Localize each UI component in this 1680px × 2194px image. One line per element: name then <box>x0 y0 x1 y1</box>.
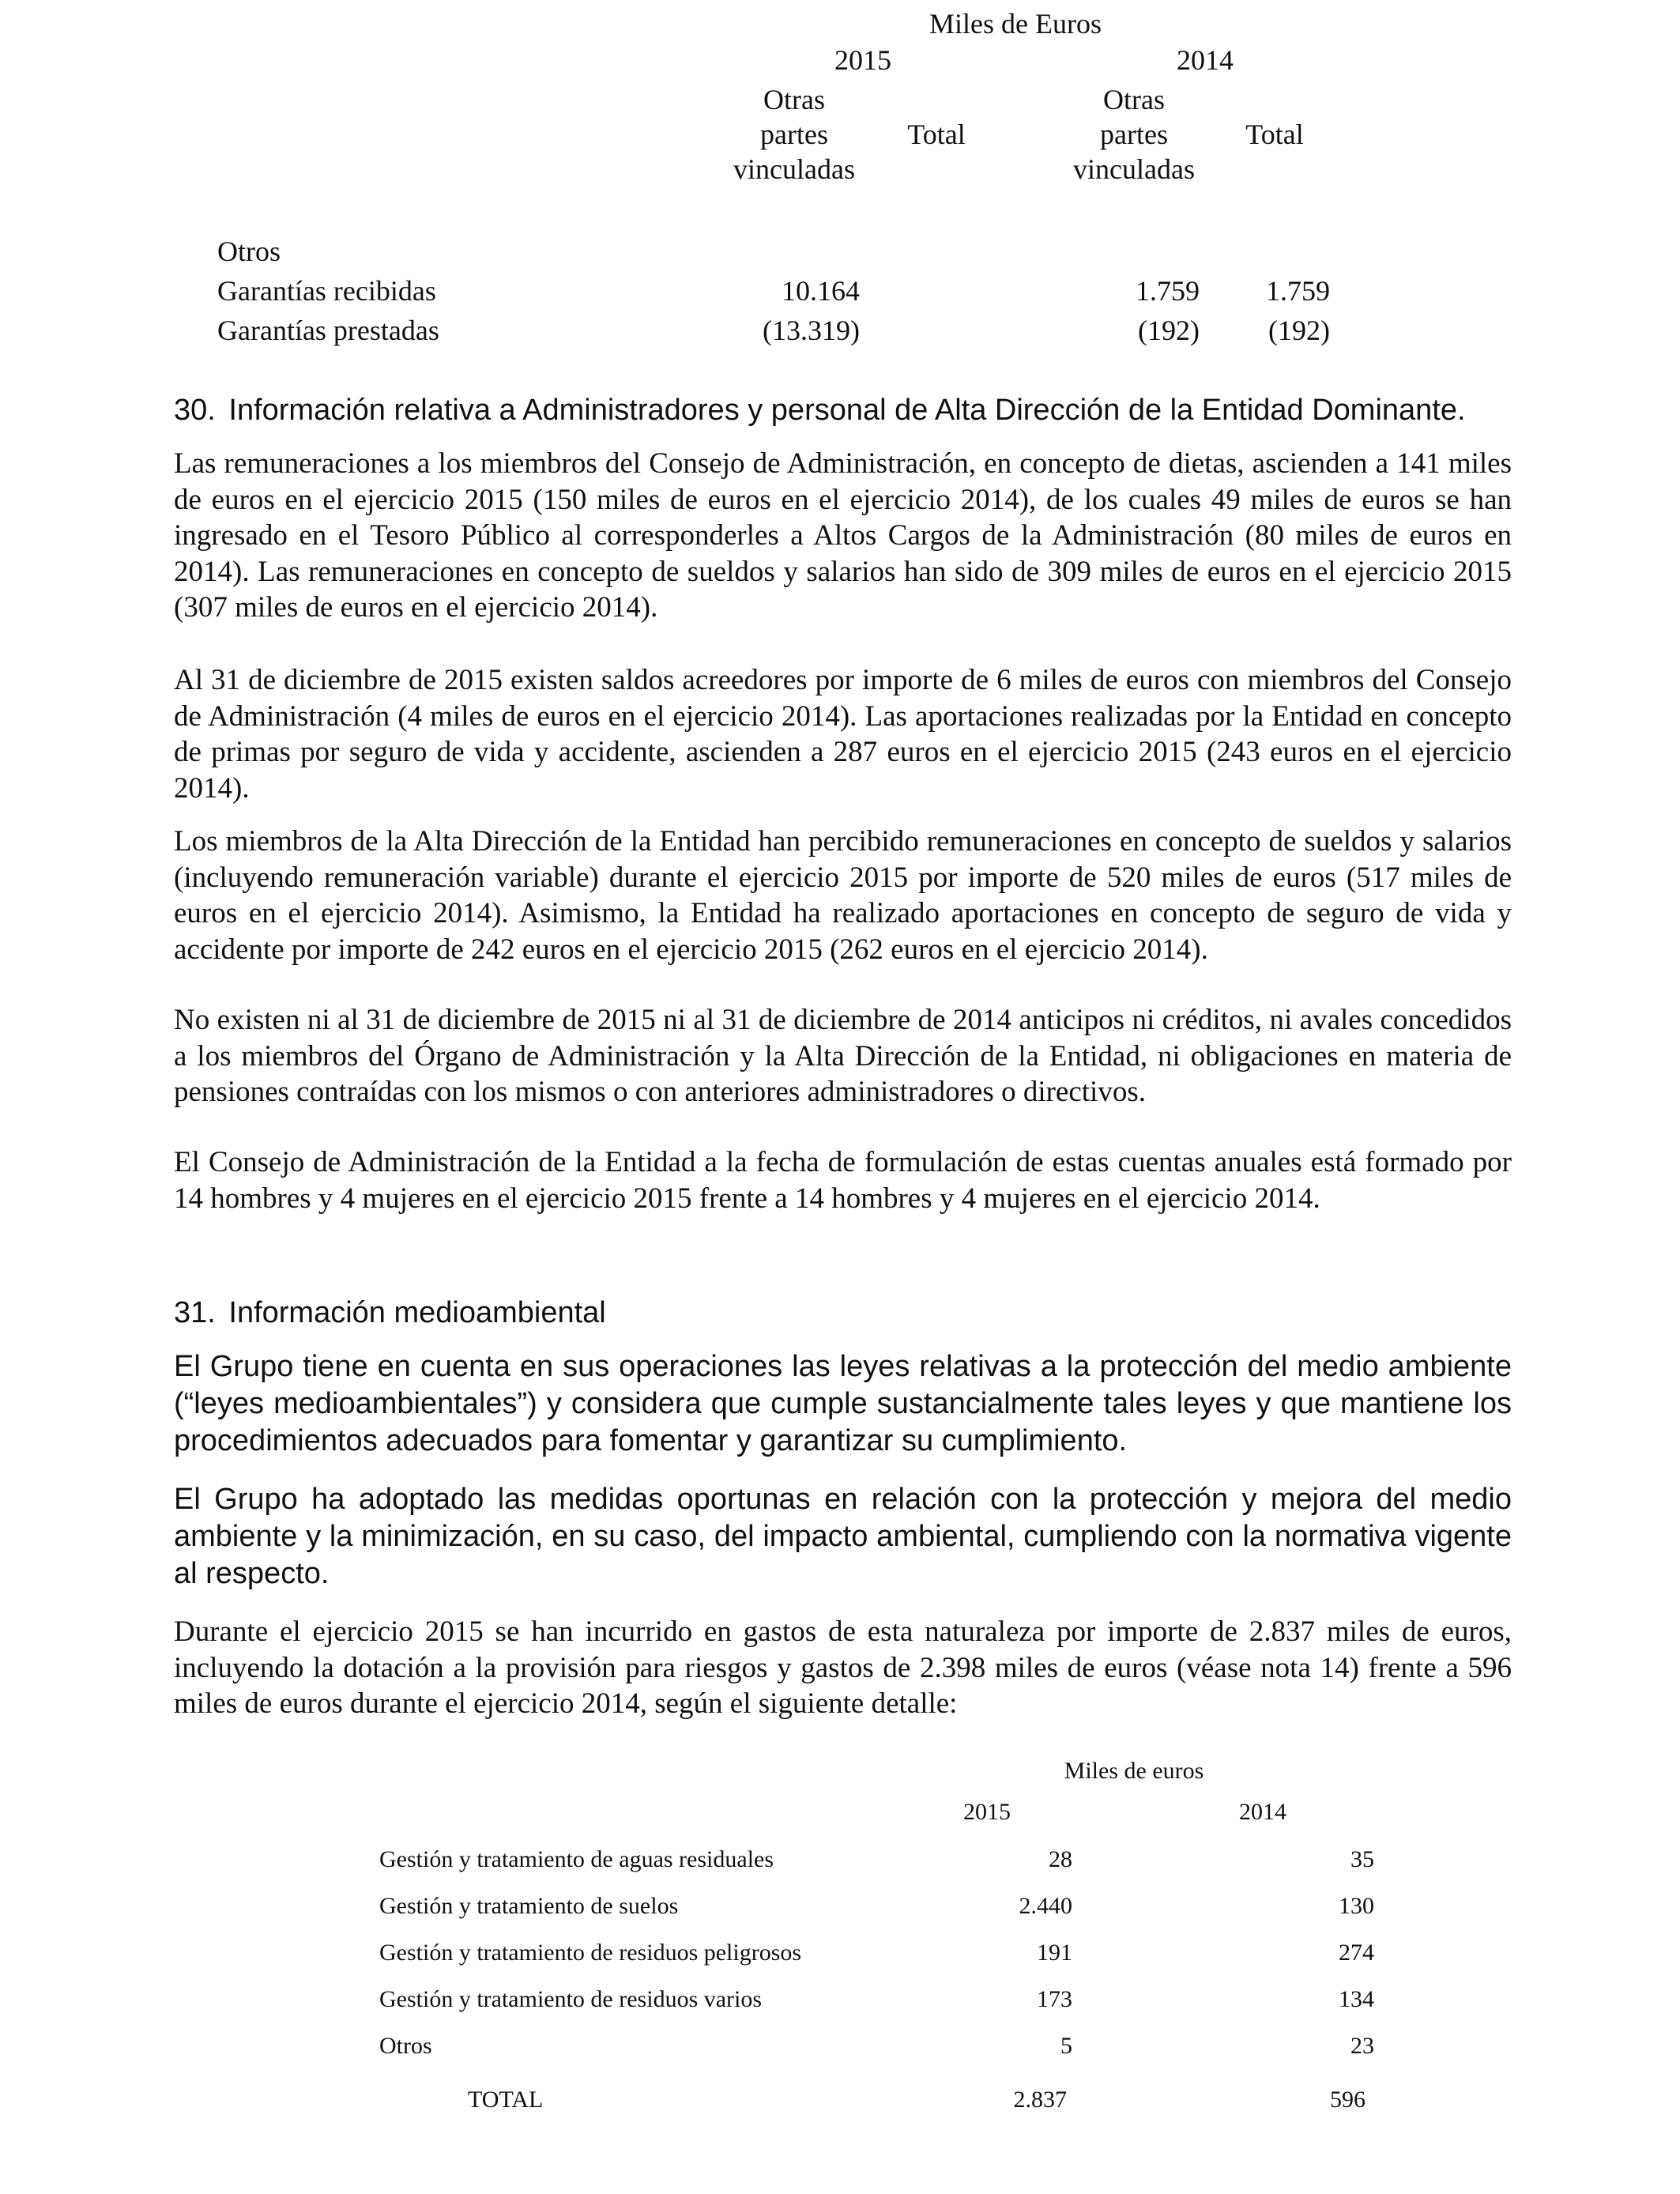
section30-paragraph-2: Al 31 de diciembre de 2015 existen saldos acreedores por importe de 6 miles de euros con miembros del Consejo de Administración (4 miles de euros en el ejercicio 2014). Las aportaciones realizadas por la Entidad en concepto de primas por seguro de vida y accidente, ascienden a 287 euros en el ejercicio 2015 (243 euros en el ejercicio 2014). <box>174 664 1512 805</box>
table2-unit-header: Miles de euros <box>1064 1758 1204 1784</box>
section31-paragraph-3: Durante el ejercicio 2015 se han incurrido en gastos de esta naturaleza por importe de 2.837 miles de euros, incluyendo la dotación a la provisión para riesgos y gastos de 2.398 miles de euros (véase nota 14) frente a 596 miles de euros durante el ejercicio 2014, según el siguiente detalle: <box>174 1615 1512 1720</box>
section30-heading <box>174 392 1466 428</box>
table1-col-total-2014: Total <box>1245 119 1304 150</box>
cell-total-2014: 1.759 <box>1266 275 1330 307</box>
cell-2014: 134 <box>1339 1986 1374 2012</box>
row-label: Gestión y tratamiento de residuos peligrosos <box>379 1940 802 1966</box>
row-label: Garantías recibidas <box>217 275 436 307</box>
row-label: Garantías prestadas <box>217 315 439 346</box>
cell-2014: 274 <box>1339 1940 1374 1966</box>
section31-paragraph-2: El Grupo ha adoptado las medidas oportunas en relación con la protección y mejora del medio ambiente y la minimización, en su caso, del impacto ambiental, cumpliendo con la normativa vigente al respecto. <box>174 1483 1512 1590</box>
table2-year-2014: 2014 <box>1239 1799 1286 1825</box>
section30-paragraph-3: Los miembros de la Alta Dirección de la Entidad han percibido remuneraciones en concepto de sueldos y salarios (incluyendo remuneración variable) durante el ejercicio 2015 por importe de 520 miles de euros (517 miles de euros en el ejercicio 2014). Asimismo, la Entidad ha realizado aportaciones en concepto de seguro de vida y accidente por importe de 242 euros en el ejercicio 2015 (262 euros en el ejercicio 2014). <box>174 825 1512 966</box>
cell-2015: 28 <box>1049 1846 1072 1872</box>
section30-paragraph-1: Las remuneraciones a los miembros del Consejo de Administración, en concepto de dietas, ascienden a 141 miles de euros en el ejercicio 2015 (150 miles de euros en el ejercicio 2014), de los cuales 49 miles de euros se han ingresado en el Tesoro Público al corresponderles a Altos Cargos de la Administración (80 miles de euros en 2014). Las remuneraciones en concepto de sueldos y salarios han sido de 309 miles de euros en el ejercicio 2015 (307 miles de euros en el ejercicio 2014). <box>174 447 1512 624</box>
cell-otras-2014: (192) <box>1138 315 1200 346</box>
table1-unit-header: Miles de Euros <box>929 8 1102 40</box>
section31-number: 31. <box>174 1296 216 1329</box>
row-label: Gestión y tratamiento de residuos varios <box>379 1986 763 2012</box>
section30-title: Información relativa a Administradores y personal de Alta Dirección de la Entidad Dominante. <box>228 394 1466 427</box>
section30-paragraph-4: No existen ni al 31 de diciembre de 2015 ni al 31 de diciembre de 2014 anticipos ni créditos, ni avales concedidos a los miembros del Órgano de Administración y la Alta Dirección de la Entidad, ni obligaciones en materia de pensiones contraídas con los mismos o con anteriores administradores o directivos. <box>174 1004 1512 1108</box>
cell-total-2014: (192) <box>1268 315 1330 346</box>
table1-col-otras-2015: Otras partes vinculadas <box>733 84 855 185</box>
table1-col-otras-2014: Otras partes vinculadas <box>1073 84 1195 185</box>
cell-2014: 35 <box>1350 1846 1374 1872</box>
cell-2015: 5 <box>1060 2033 1072 2059</box>
cell-otras-2015: (13.319) <box>763 315 860 346</box>
table2-year-2015: 2015 <box>963 1799 1011 1825</box>
table1-col-total-2015: Total <box>907 119 966 150</box>
cell-2015: 191 <box>1037 1940 1072 1966</box>
table1-year-2015: 2015 <box>834 44 891 76</box>
row-label: Gestión y tratamiento de aguas residuales <box>379 1846 774 1872</box>
section31-paragraph-1: El Grupo tiene en cuenta en sus operaciones las leyes relativas a la protección del medio ambiente (“leyes medioambientales”) y considera que cumple sustancialmente tales leyes y que mantiene los procedimientos adecuados para fomentar y garantizar su cumplimiento. <box>174 1350 1512 1457</box>
cell-2014: 130 <box>1339 1893 1374 1919</box>
section30-number: 30. <box>174 394 216 427</box>
total-2015: 2.837 <box>1013 2087 1067 2113</box>
total-label: TOTAL <box>468 2087 544 2113</box>
cell-2015: 2.440 <box>1019 1893 1072 1919</box>
cell-otras-2015: 10.164 <box>782 275 860 307</box>
row-label: Gestión y tratamiento de suelos <box>379 1893 679 1919</box>
cell-otras-2014: 1.759 <box>1136 275 1200 307</box>
total-2014: 596 <box>1330 2087 1365 2113</box>
row-label: Otros <box>379 2033 432 2059</box>
section30-paragraph-5: El Consejo de Administración de la Entidad a la fecha de formulación de estas cuentas anuales está formado por 14 hombres y 4 mujeres en el ejercicio 2015 frente a 14 hombres y 4 mujeres en el ejercicio 2014. <box>174 1146 1512 1215</box>
cell-2014: 23 <box>1350 2033 1374 2059</box>
section31-title: Información medioambiental <box>228 1296 606 1329</box>
section31-heading <box>174 1295 606 1331</box>
cell-2015: 173 <box>1037 1986 1072 2012</box>
table1-year-2014: 2014 <box>1177 44 1234 76</box>
table1-section-label: Otros <box>217 236 281 267</box>
